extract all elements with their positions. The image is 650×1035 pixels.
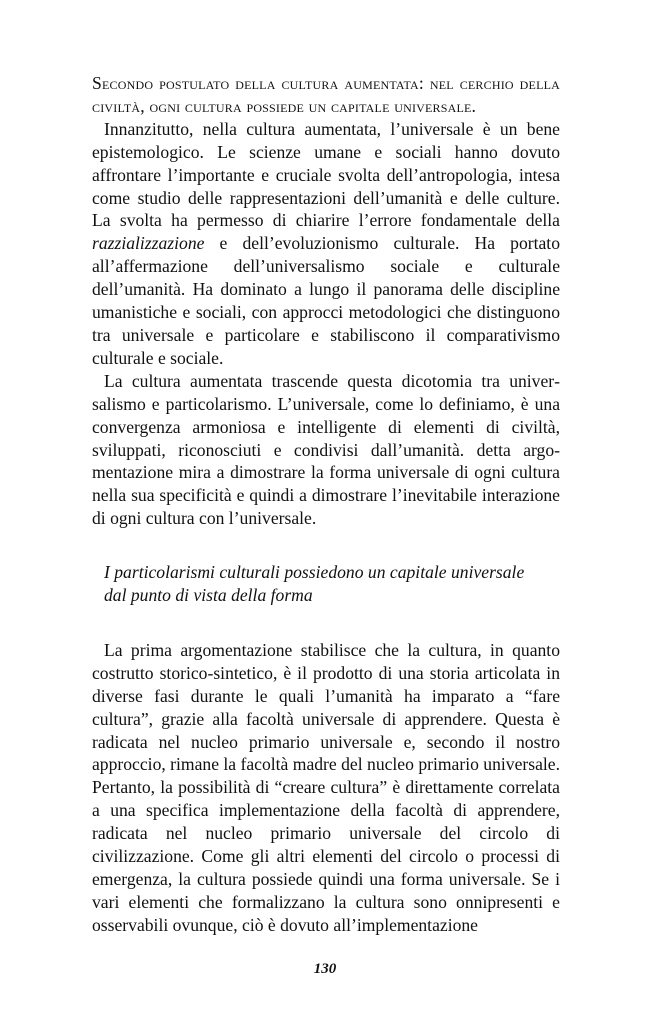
page-body [92,72,560,937]
paragraph-1-text-start: Innanzitutto, nella cultura aumentata, l’universale è un bene epistemologico. Le scienze umane e sociali hanno dovuto affrontare l’importante e cruciale svolta dell’antropologia, intesa come studio delle rappresentazioni dell’umanità e delle culture. La svolta ha permesso di chiarire l’errore fondamentale della [92,118,560,231]
subsection-heading-line-1: I particolarismi culturali possiedono un capitale universale [104,562,525,583]
subsection-heading [104,561,560,607]
paragraph-2: La cultura aumentata trascende questa dicotomia tra universalismo e particolarismo. L’universale, come lo definiamo, è una convergenza armoniosa e intelligente di elementi di civiltà, sviluppati, riconosciuti e condivisi dall’umanità. detta argomentazione mira a dimostrare la forma universale di ogni cultura nella sua specificità e quindi a dimostrare l’inevitabile interazione di ogni cultura con l’universale. [92,370,560,529]
paragraph-1-emphasis: razzializzazione [92,233,205,254]
section-heading: Secondo postulato della cultura aumentata: nel cerchio della civiltà, ogni cultura possiede un capitale universale. [92,73,560,116]
paragraph-1-text-end: e dell’evoluzionismo culturale. Ha portato all’affermazione dell’universalismo sociale e culturale dell’umanità. Ha dominato a lungo il panorama delle discipline umanistiche e sociali, con approcci metodologici che distinguono tra universale e particolare e stabiliscono il comparativismo culturale e sociale. [92,233,560,368]
paragraph-1 [92,118,560,370]
paragraph-3: La prima argomentazione stabilisce che la cultura, in quanto costrutto storico-sintetico, è il prodotto di una storia articolata in diverse fasi durante le quali l’umanità ha imparato a “fare cultura”, grazie alla facoltà universale di apprendere. Questa è radicata nel nucleo primario universale e, secondo il nostro approccio, rimane la facoltà madre del nucleo primario universale. Pertanto, la possibilità di “creare cultura” è direttamente correlata a una specifica implementazione della facoltà di apprendere, radicata nel nucleo primario universale del circolo di civilizzazione. Come gli altri elementi del circolo o processi di emergenza, la cultura possiede quindi una forma universale. Se i vari elementi che formalizzano la cultura sono onnipresenti e osservabili ovunque, ciò è dovuto all’implementazione [92,639,560,935]
page-number: 130 [313,961,337,977]
subsection-heading-line-2: dal punto di vista della forma [104,585,313,606]
